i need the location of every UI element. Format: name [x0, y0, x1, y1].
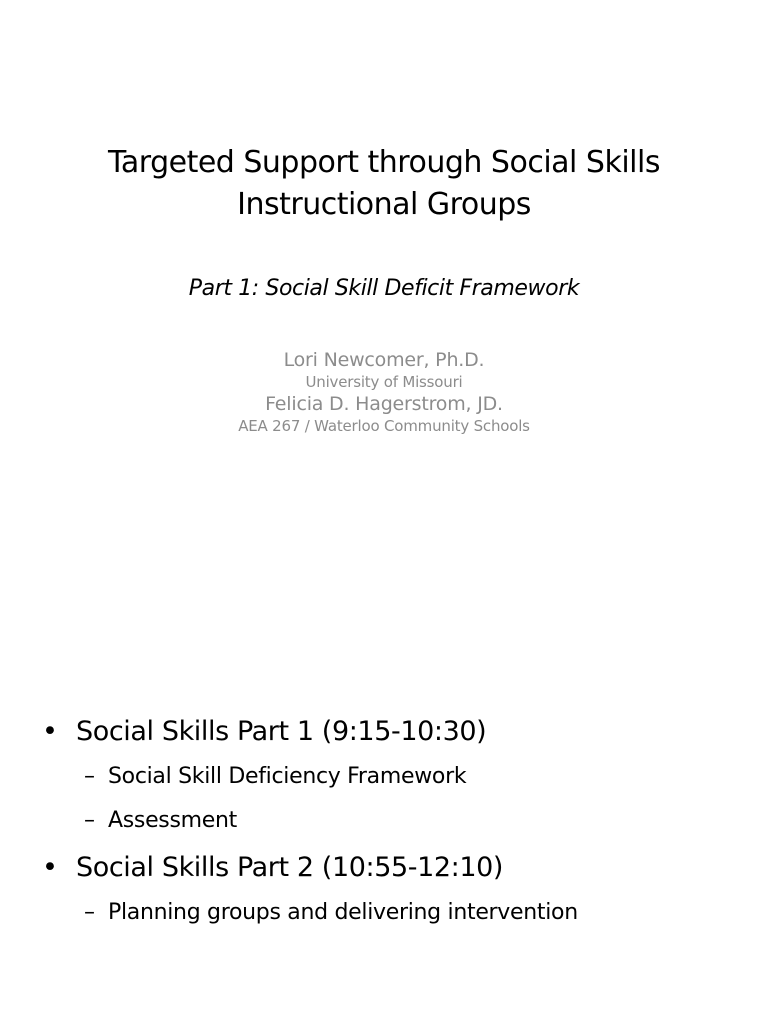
agenda-subitem [0, 762, 768, 792]
agenda-subitem-label: Planning groups and delivering intervention [108, 900, 578, 925]
agenda-slide [0, 560, 768, 1024]
bullet-icon: • [42, 852, 58, 883]
dash-icon: – [84, 900, 95, 925]
title-line-1: Targeted Support through Social Skills [108, 145, 660, 180]
agenda-item-part-2 [0, 850, 768, 886]
presenter-2-name: Felicia D. Hagerstrom, JD. [265, 393, 503, 415]
presenter-credits [0, 348, 768, 436]
agenda-subitem-label: Social Skill Deficiency Framework [108, 764, 467, 789]
agenda-subitem [0, 806, 768, 836]
presenter-1-affiliation: University of Missouri [305, 373, 463, 391]
slide-title [0, 142, 768, 226]
agenda-item-label: Social Skills Part 2 (10:55-12:10) [76, 852, 504, 883]
slide-subtitle: Part 1: Social Skill Deficit Framework [188, 276, 580, 301]
agenda-subitem-label: Assessment [108, 808, 237, 833]
agenda-item-label: Social Skills Part 1 (9:15-10:30) [76, 716, 487, 747]
bullet-icon: • [42, 716, 58, 747]
presenter-2-affiliation: AEA 267 / Waterloo Community Schools [238, 417, 530, 435]
presenter-1-name: Lori Newcomer, Ph.D. [283, 349, 485, 371]
title-line-2: Instructional Groups [237, 187, 531, 222]
dash-icon: – [84, 764, 95, 789]
dash-icon: – [84, 808, 95, 833]
agenda-item-part-1 [0, 714, 768, 750]
agenda-list [0, 714, 768, 942]
agenda-subitem [0, 898, 768, 928]
